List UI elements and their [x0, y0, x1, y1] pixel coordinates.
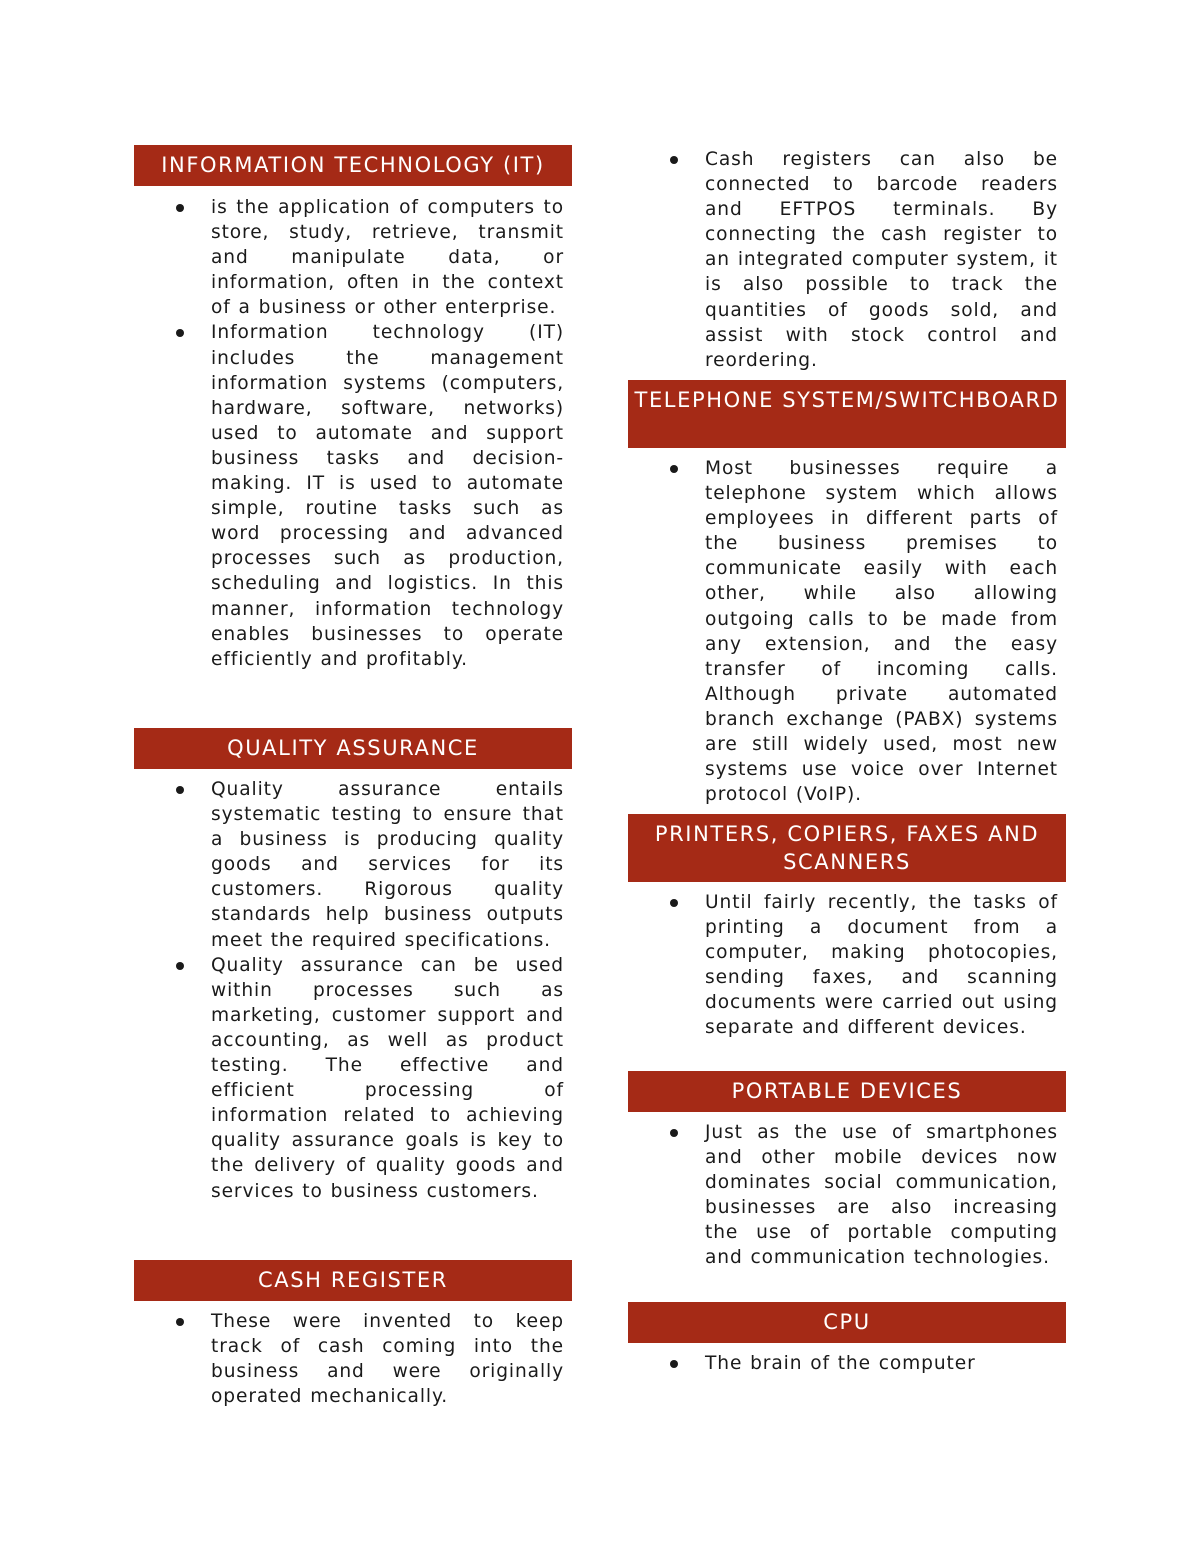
bullet-list-telephone-system	[628, 456, 1066, 807]
bullet-list-cash-register	[134, 1309, 572, 1409]
bullet-list-cash-register-continued	[628, 147, 1066, 373]
bullet-icon	[176, 204, 184, 212]
bullet-icon	[176, 962, 184, 970]
list-item: The brain of the computer	[628, 1351, 1066, 1376]
bullet-icon	[670, 899, 678, 907]
section-heading-cpu: CPU	[628, 1302, 1066, 1343]
bullet-icon	[670, 1360, 678, 1368]
section-heading-telephone-system: TELEPHONE SYSTEM/SWITCHBOARD	[628, 380, 1066, 448]
bullet-icon	[176, 1318, 184, 1326]
section-heading-cash-register: CASH REGISTER	[134, 1260, 572, 1301]
bullet-icon	[670, 1129, 678, 1137]
section-heading-printers-copiers: PRINTERS, COPIERS, FAXES AND SCANNERS	[628, 814, 1066, 882]
list-item: Quality assurance entails systematic testing to ensure that a business is producing quality goods and services for its customers. Rigorous quality standards help business outputs meet the required specifications.	[134, 777, 572, 953]
section-heading-information-technology: INFORMATION TECHNOLOGY (IT)	[134, 145, 572, 186]
list-item: Most businesses require a telephone system which allows employees in different parts of the business premises to communicate easily with each other, while also allowing outgoing calls to be made from any extension, and the easy transfer of incoming calls. Although private automated branch exchange (PABX) systems are still widely used, most new systems use voice over Internet protocol (VoIP).	[628, 456, 1066, 807]
list-item: Just as the use of smartphones and other mobile devices now dominates social communication, businesses are also increasing the use of portable computing and communication technologies.	[628, 1120, 1066, 1271]
bullet-icon	[670, 465, 678, 473]
bullet-list-quality-assurance	[134, 777, 572, 1204]
section-heading-quality-assurance: QUALITY ASSURANCE	[134, 728, 572, 769]
list-item: Information technology (IT) includes the management information systems (computers, hardware, software, networks) used to automate and support business tasks and decision-making. IT is used to automate simple, routine tasks such as word processing and advanced processes such as production, scheduling and logistics. In this manner, information technology enables businesses to operate efficiently and profitably.	[134, 320, 572, 671]
section-heading-portable-devices: PORTABLE DEVICES	[628, 1071, 1066, 1112]
list-item: Until fairly recently, the tasks of printing a document from a computer, making photocopies, sending faxes, and scanning documents were carried out using separate and different devices.	[628, 890, 1066, 1041]
list-item: These were invented to keep track of cash coming into the business and were originally operated mechanically.	[134, 1309, 572, 1409]
bullet-icon	[176, 786, 184, 794]
bullet-list-printers-copiers	[628, 890, 1066, 1041]
list-item: is the application of computers to store, study, retrieve, transmit and manipulate data, or information, often in the context of a business or other enterprise.	[134, 195, 572, 320]
bullet-icon	[670, 156, 678, 164]
list-item: Cash registers can also be connected to barcode readers and EFTPOS terminals. By connecting the cash register to an integrated computer system, it is also possible to track the quantities of goods sold, and assist with stock control and reordering.	[628, 147, 1066, 373]
bullet-list-cpu	[628, 1351, 1066, 1376]
list-item: Quality assurance can be used within processes such as marketing, customer support and accounting, as well as product testing. The effective and efficient processing of information related to achieving quality assurance goals is key to the delivery of quality goods and services to business customers.	[134, 953, 572, 1204]
bullet-list-portable-devices	[628, 1120, 1066, 1271]
bullet-list-information-technology	[134, 195, 572, 672]
bullet-icon	[176, 329, 184, 337]
